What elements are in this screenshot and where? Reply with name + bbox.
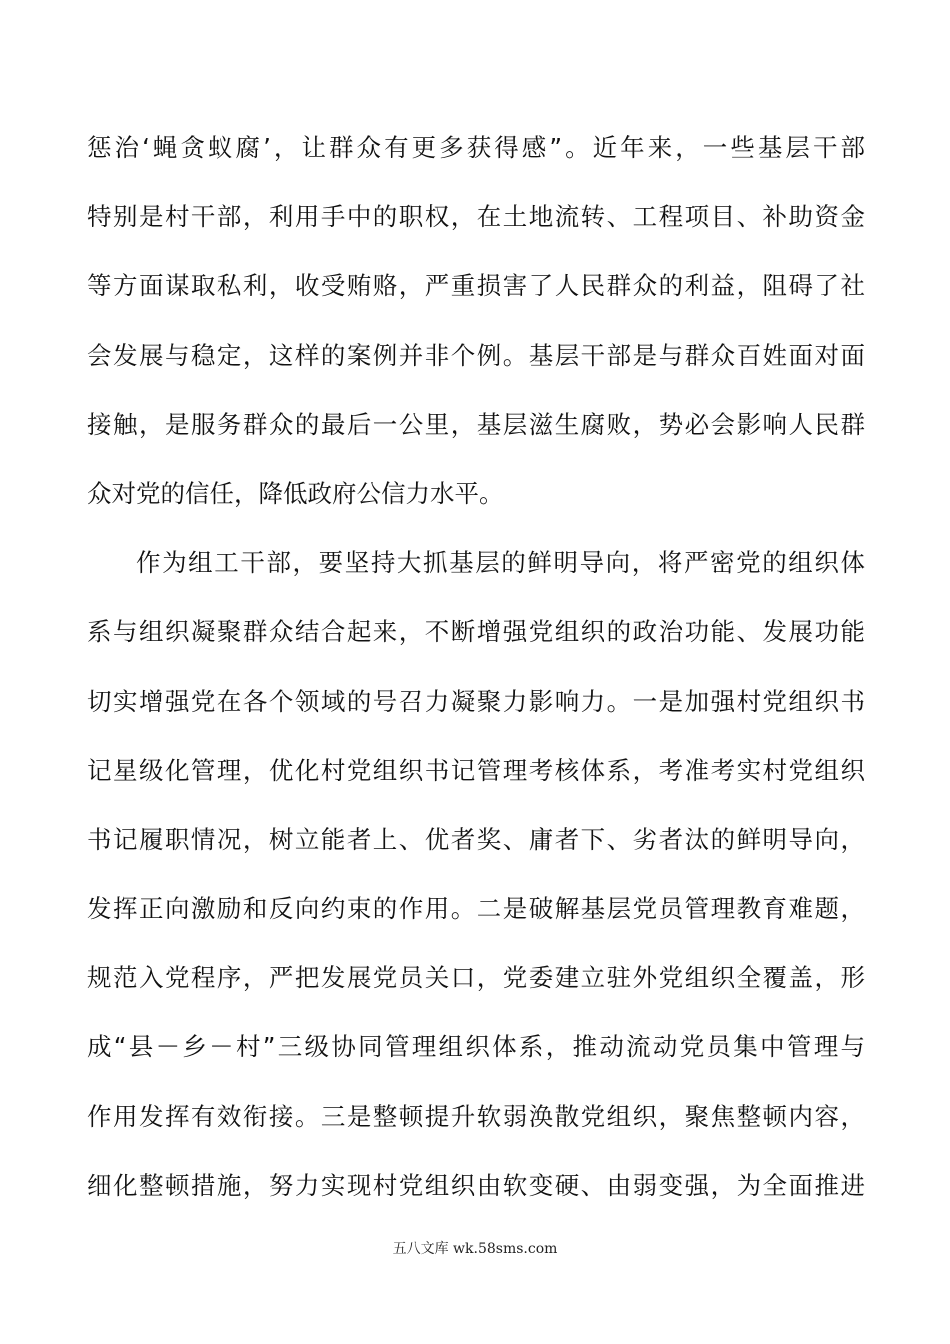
body-text [87,123,865,1230]
paragraph-1-line-5: 接触，是服务群众的最后一公里，基层滋生腐败，势必会影响人民群 [87,409,865,439]
paragraph-2-line-5: 书记履职情况，树立能者上、优者奖、庸者下、劣者汰的鲜明导向， [87,824,865,854]
paragraph-2-line-6: 发挥正向激励和反向约束的作用。二是破解基层党员管理教育难题， [87,894,865,924]
footer-watermark-text: 五八文库 wk.58sms.com [392,1241,558,1257]
paragraph-2-line-7: 规范入党程序，严把发展党员关口，党委建立驻外党组织全覆盖，形 [87,963,865,993]
paragraph-2-line-10: 细化整顿措施，努力实现村党组织由软变硬、由弱变强，为全面推进 [87,1170,865,1200]
paragraph-1-line-1: 惩治‘蝇贪蚁腐’，让群众有更多获得感”。近年来，一些基层干部 [87,133,865,162]
paragraph-1-line-6: 众对党的信任，降低政府公信力水平。 [87,478,504,508]
paragraph-2-line-8: 成“县－乡－村”三级协同管理组织体系，推动流动党员集中管理与 [87,1032,865,1062]
paragraph-2-line-1: 作为组工干部，要坚持大抓基层的鲜明导向，将严密党的组织体 [136,548,865,578]
paragraph-2-line-9: 作用发挥有效衔接。三是整顿提升软弱涣散党组织，聚焦整顿内容， [87,1101,865,1131]
paragraph-2-line-4: 记星级化管理，优化村党组织书记管理考核体系，考准考实村党组织 [87,755,865,785]
paragraph-1-line-2: 特别是村干部，利用手中的职权，在土地流转、工程项目、补助资金 [87,202,865,232]
paragraph-2-line-2: 系与组织凝聚群众结合起来，不断增强党组织的政治功能、发展功能 [87,617,865,647]
paragraph-2-line-3: 切实增强党在各个领域的号召力凝聚力影响力。一是加强村党组织书 [87,686,865,716]
paragraph-1-line-3: 等方面谋取私利，收受贿赂，严重损害了人民群众的利益，阻碍了社 [87,271,865,301]
page-footer [0,1238,950,1258]
paragraph-1-line-4: 会发展与稳定，这样的案例并非个例。基层干部是与群众百姓面对面 [87,340,865,370]
